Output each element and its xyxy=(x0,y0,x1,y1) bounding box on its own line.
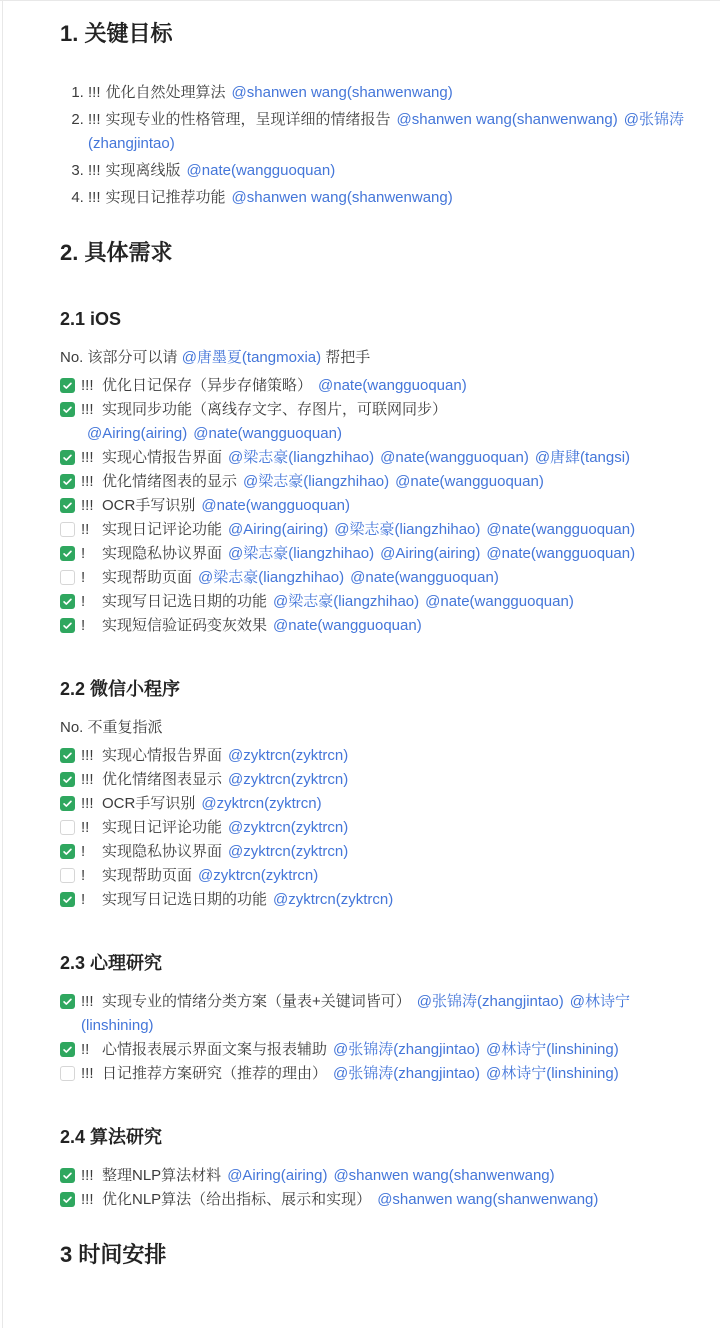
priority-marker: !!! xyxy=(81,795,94,812)
task-row xyxy=(60,990,692,1038)
mention-link[interactable]: @梁志豪(liangzhihao) xyxy=(273,593,420,610)
task-body xyxy=(81,888,692,912)
task-body xyxy=(81,566,692,590)
note-text: 帮把手 xyxy=(321,349,371,366)
mention-link[interactable]: @nate(wangguoquan) xyxy=(486,545,636,562)
task-row xyxy=(60,1062,692,1086)
task-text: 优化情绪图表的显示 xyxy=(102,473,238,490)
task-checkbox[interactable] xyxy=(60,994,75,1009)
mention-link[interactable]: @zyktrcn(zyktrcn) xyxy=(228,747,349,764)
task-body xyxy=(81,1188,692,1212)
priority-marker: !! xyxy=(81,521,90,538)
priority-marker: !!! xyxy=(88,189,101,206)
task-text: 实现心情报告界面 xyxy=(102,449,223,466)
task-checkbox[interactable] xyxy=(60,594,75,609)
goal-item xyxy=(88,108,692,156)
goal-item xyxy=(88,186,692,210)
task-row xyxy=(60,888,692,912)
subsection-ios xyxy=(60,306,692,638)
task-text: 实现写日记选日期的功能 xyxy=(102,891,268,908)
task-text: 实现写日记选日期的功能 xyxy=(102,593,268,610)
priority-marker: !!! xyxy=(81,1191,94,1208)
task-list xyxy=(60,374,692,638)
priority-marker: !!! xyxy=(81,1167,94,1184)
priority-marker: ! xyxy=(81,569,86,586)
mention-link[interactable]: @nate(wangguoquan) xyxy=(380,449,529,466)
task-body xyxy=(81,590,692,614)
task-checkbox[interactable] xyxy=(60,498,75,513)
task-body xyxy=(81,614,692,638)
task-row xyxy=(60,374,692,398)
task-list xyxy=(60,744,692,912)
mention-link[interactable]: @zyktrcn(zyktrcn) xyxy=(273,891,394,908)
task-text: 整理NLP算法材料 xyxy=(102,1167,222,1184)
task-body xyxy=(81,518,692,542)
goal-item xyxy=(88,81,692,105)
mention-link[interactable]: @zyktrcn(zyktrcn) xyxy=(228,819,349,836)
task-row xyxy=(60,614,692,638)
check-icon xyxy=(62,596,73,607)
task-text: 优化NLP算法（给出指标、展示和实现） xyxy=(102,1191,372,1208)
mention-link[interactable]: @nate(wangguoquan) xyxy=(193,425,342,442)
mention-link[interactable]: @梁志豪(liangzhihao) xyxy=(243,473,390,490)
task-checkbox[interactable] xyxy=(60,1168,75,1183)
priority-marker: !!! xyxy=(81,401,94,418)
priority-marker: !!! xyxy=(81,771,94,788)
task-text: 日记推荐方案研究（推荐的理由） xyxy=(102,1065,328,1082)
mention-link[interactable]: @Airing(airing) xyxy=(227,1167,328,1184)
mention-link[interactable]: @Airing(airing) xyxy=(380,545,481,562)
mention-link[interactable]: @nate(wangguoquan) xyxy=(201,497,351,514)
page-left-border xyxy=(2,1,3,1328)
task-body xyxy=(81,840,692,864)
goals-list xyxy=(60,81,692,210)
task-row xyxy=(60,744,692,768)
task-text: 实现隐私协议界面 xyxy=(102,843,223,860)
task-body xyxy=(81,864,692,888)
task-body xyxy=(81,816,692,840)
note-text: No. 该部分可以请 xyxy=(60,349,182,366)
task-body xyxy=(81,398,692,446)
mention-link[interactable]: @shanwen wang(shanwenwang) xyxy=(333,1167,555,1184)
task-row xyxy=(60,494,692,518)
mention-link[interactable]: @shanwen wang(shanwenwang) xyxy=(396,111,618,128)
mention-link[interactable]: @张锦涛(zhangjintao) xyxy=(333,1041,480,1058)
mention-link[interactable]: @张锦涛(zhangjintao) xyxy=(333,1065,480,1082)
mention-link[interactable]: @梁志豪(liangzhihao) xyxy=(228,449,375,466)
section-title-requirements: 2. 具体需求 xyxy=(60,240,173,265)
check-icon xyxy=(62,774,73,785)
subsection-title-wechat-miniprogram: 2.2 微信小程序 xyxy=(60,679,181,699)
subsection-wechat-miniprogram xyxy=(60,676,692,912)
task-body xyxy=(81,1038,692,1062)
section-title-schedule: 3 时间安排 xyxy=(60,1242,167,1267)
check-icon xyxy=(62,1170,73,1181)
mention-link[interactable]: @林诗宁(linshining) xyxy=(485,1041,619,1058)
task-checkbox[interactable] xyxy=(60,892,75,907)
priority-marker: ! xyxy=(81,891,86,908)
task-row xyxy=(60,398,692,446)
task-body xyxy=(81,494,692,518)
task-row xyxy=(60,590,692,614)
task-text: 优化情绪图表显示 xyxy=(102,771,223,788)
task-text: OCR手写识别 xyxy=(102,795,196,812)
task-text: 优化日记保存（异步存储策略） xyxy=(102,377,313,394)
task-body xyxy=(81,470,692,494)
check-icon xyxy=(62,750,73,761)
priority-marker: ! xyxy=(81,843,86,860)
task-row xyxy=(60,518,692,542)
mention-link[interactable]: @nate(wangguoquan) xyxy=(318,377,467,394)
task-row xyxy=(60,864,692,888)
task-text: 实现帮助页面 xyxy=(102,569,193,586)
task-text: 实现隐私协议界面 xyxy=(102,545,223,562)
task-checkbox[interactable] xyxy=(60,1066,75,1081)
subsection-title-ios: 2.1 iOS xyxy=(60,309,122,329)
task-checkbox[interactable] xyxy=(60,820,75,835)
task-row xyxy=(60,566,692,590)
priority-marker: !! xyxy=(81,1041,90,1058)
mention-link[interactable]: @梁志豪(liangzhihao) xyxy=(228,545,375,562)
task-checkbox[interactable] xyxy=(60,378,75,393)
task-checkbox[interactable] xyxy=(60,402,75,417)
task-row xyxy=(60,1188,692,1212)
task-row xyxy=(60,446,692,470)
task-row xyxy=(60,768,692,792)
mention-link[interactable]: @nate(wangguoquan) xyxy=(425,593,574,610)
priority-marker: !!! xyxy=(81,449,94,466)
mention-link[interactable]: @zyktrcn(zyktrcn) xyxy=(228,771,349,788)
task-text: 实现同步功能（离线存文字、存图片，可联网同步） xyxy=(102,401,448,418)
priority-marker: !!! xyxy=(81,993,94,1010)
priority-marker: ! xyxy=(81,617,86,634)
check-icon xyxy=(62,1044,73,1055)
priority-marker: !!! xyxy=(81,1065,94,1082)
task-body xyxy=(81,744,692,768)
priority-marker: !!! xyxy=(81,747,94,764)
check-icon xyxy=(62,404,73,415)
task-body xyxy=(81,542,692,566)
subsection-note xyxy=(60,716,692,740)
task-body xyxy=(81,792,692,816)
task-body xyxy=(81,1062,692,1086)
mention-link[interactable]: @林诗宁(linshining) xyxy=(485,1065,619,1082)
subsection-note xyxy=(60,346,692,370)
task-text: 心情报表展示界面文案与报表辅助 xyxy=(102,1041,328,1058)
subsection-title-psychology-research: 2.3 心理研究 xyxy=(60,953,163,973)
priority-marker: ! xyxy=(81,593,86,610)
task-checkbox[interactable] xyxy=(60,868,75,883)
mention-link[interactable]: @林诗宁(linshining) xyxy=(81,993,630,1034)
subsection-title-algorithm-research: 2.4 算法研究 xyxy=(60,1127,163,1147)
goal-text: 优化自然处理算法 xyxy=(105,84,226,101)
task-checkbox[interactable] xyxy=(60,1042,75,1057)
priority-marker: !! xyxy=(81,819,90,836)
task-row xyxy=(60,1038,692,1062)
task-list xyxy=(60,990,692,1086)
check-icon xyxy=(62,476,73,487)
mention-link[interactable]: @nate(wangguoquan) xyxy=(486,521,636,538)
task-checkbox[interactable] xyxy=(60,772,75,787)
goal-item xyxy=(88,159,692,183)
check-icon xyxy=(62,894,73,905)
task-text: 实现短信验证码变灰效果 xyxy=(102,617,268,634)
task-row xyxy=(60,542,692,566)
task-body xyxy=(81,990,692,1038)
task-row xyxy=(60,792,692,816)
subsection-psychology-research xyxy=(60,950,692,1086)
priority-marker: ! xyxy=(81,545,86,562)
mention-link[interactable]: @nate(wangguoquan) xyxy=(395,473,544,490)
priority-marker: !!! xyxy=(88,111,101,128)
mention-link[interactable]: @唐墨夏(tangmoxia) xyxy=(181,349,322,366)
mention-link[interactable]: @shanwen wang(shanwenwang) xyxy=(377,1191,599,1208)
task-body xyxy=(81,768,692,792)
check-icon xyxy=(62,798,73,809)
task-body xyxy=(81,1164,692,1188)
priority-marker: !!! xyxy=(88,162,101,179)
mention-link[interactable]: @张锦涛(zhangjintao) xyxy=(88,111,684,152)
task-checkbox[interactable] xyxy=(60,474,75,489)
check-icon xyxy=(62,620,73,631)
task-body xyxy=(81,374,692,398)
check-icon xyxy=(62,548,73,559)
task-row xyxy=(60,840,692,864)
note-text: No. 不重复指派 xyxy=(60,719,163,736)
task-checkbox[interactable] xyxy=(60,844,75,859)
task-row xyxy=(60,816,692,840)
mention-link[interactable]: @zyktrcn(zyktrcn) xyxy=(198,867,319,884)
mention-link[interactable]: @nate(wangguoquan) xyxy=(273,617,422,634)
task-checkbox[interactable] xyxy=(60,522,75,537)
mention-link[interactable]: @nate(wangguoquan) xyxy=(186,162,336,179)
task-checkbox[interactable] xyxy=(60,618,75,633)
task-body xyxy=(81,446,692,470)
check-icon xyxy=(62,996,73,1007)
mention-link[interactable]: @Airing(airing) xyxy=(87,425,188,442)
task-text: 实现日记评论功能 xyxy=(102,819,223,836)
task-list xyxy=(60,1164,692,1212)
task-checkbox[interactable] xyxy=(60,546,75,561)
check-icon xyxy=(62,500,73,511)
task-text: 实现日记评论功能 xyxy=(102,521,223,538)
goal-text: 实现日记推荐功能 xyxy=(105,189,226,206)
goal-text: 实现专业的性格管理，呈现详细的情绪报告 xyxy=(105,111,391,128)
mention-link[interactable]: @zyktrcn(zyktrcn) xyxy=(228,843,349,860)
check-icon xyxy=(62,1194,73,1205)
task-row xyxy=(60,470,692,494)
task-row xyxy=(60,1164,692,1188)
task-text: 实现心情报告界面 xyxy=(102,747,223,764)
task-checkbox[interactable] xyxy=(60,748,75,763)
task-checkbox[interactable] xyxy=(60,570,75,585)
task-text: OCR手写识别 xyxy=(102,497,196,514)
mention-link[interactable]: @nate(wangguoquan) xyxy=(350,569,499,586)
priority-marker: !!! xyxy=(81,473,94,490)
check-icon xyxy=(62,846,73,857)
mention-link[interactable]: @张锦涛(zhangjintao) xyxy=(416,993,564,1010)
task-text: 实现帮助页面 xyxy=(102,867,193,884)
mention-link[interactable]: @shanwen wang(shanwenwang) xyxy=(231,189,453,206)
priority-marker: ! xyxy=(81,867,86,884)
section-title-goals: 1. 关键目标 xyxy=(60,21,173,46)
subsection-algorithm-research xyxy=(60,1124,692,1212)
mention-link[interactable]: @zyktrcn(zyktrcn) xyxy=(201,795,322,812)
task-text: 实现专业的情绪分类方案（量表+关键词皆可） xyxy=(102,993,411,1010)
task-checkbox[interactable] xyxy=(60,1192,75,1207)
mention-link[interactable]: @Airing(airing) xyxy=(228,521,329,538)
mention-link[interactable]: @shanwen wang(shanwenwang) xyxy=(231,84,453,101)
mention-link[interactable]: @梁志豪(liangzhihao) xyxy=(198,569,345,586)
priority-marker: !!! xyxy=(88,84,101,101)
priority-marker: !!! xyxy=(81,497,94,514)
mention-link[interactable]: @唐肆(tangsi) xyxy=(534,449,631,466)
task-checkbox[interactable] xyxy=(60,796,75,811)
check-icon xyxy=(62,380,73,391)
goal-text: 实现离线版 xyxy=(105,162,181,179)
check-icon xyxy=(62,452,73,463)
task-checkbox[interactable] xyxy=(60,450,75,465)
mention-link[interactable]: @梁志豪(liangzhihao) xyxy=(334,521,481,538)
priority-marker: !!! xyxy=(81,377,94,394)
